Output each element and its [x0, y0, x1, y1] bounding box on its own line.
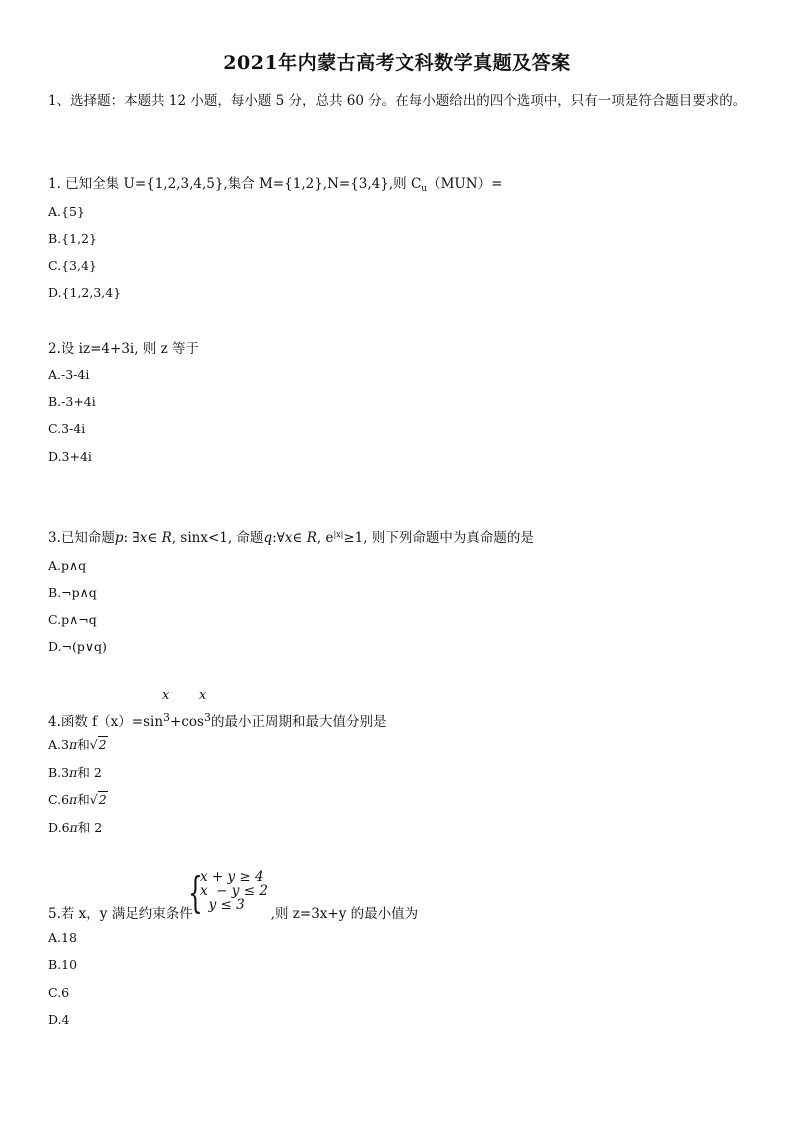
question-5-stem	[48, 902, 418, 922]
question-1-stem-text: 1. 已知全集 U={1,2,3,4,5},集合 M={1,2},N={3,4},则 C	[48, 176, 422, 192]
proposition-p: p	[114, 530, 124, 546]
question-3-option-b: B.¬p∧q	[48, 585, 97, 600]
option-value: 6	[61, 820, 70, 835]
question-3-option-d: D.¬(p∨q)	[48, 639, 107, 654]
pi-symbol: π	[68, 737, 78, 752]
sqrt-symbol: √	[89, 792, 98, 807]
option-value: 6	[61, 792, 70, 807]
question-3-option-a: A.p∧q	[48, 558, 87, 573]
question-1-option-c: C.{3,4}	[48, 258, 97, 273]
fraction-numerator: x	[162, 688, 170, 703]
constraint-3: y ≤ 3	[200, 897, 245, 913]
question-5-option-b: B.10	[48, 957, 78, 972]
question-2-option-a: A.-3-4i	[48, 367, 90, 382]
option-letter: B.	[48, 765, 62, 780]
option-letter: D.	[48, 820, 62, 835]
pi-symbol: π	[69, 792, 78, 807]
proposition-q: q	[263, 530, 273, 546]
constraint-1: x + y ≥ 4	[200, 869, 264, 885]
question-2-stem: 2.设 iz=4+3i, 则 z 等于	[48, 341, 199, 357]
question-4-stem-text: 4.函数 f（x）=sin	[48, 714, 164, 730]
pi-symbol: π	[69, 765, 78, 780]
plus-cos: +cos	[170, 714, 204, 730]
option-letter: A.	[48, 737, 62, 752]
sqrt-symbol: √	[89, 737, 98, 752]
question-3-stem-tail: ≥1, 则下列命题中为真命题的是	[343, 530, 534, 546]
option-tail: 和 2	[77, 820, 103, 835]
sqrt-radicand: 2	[98, 737, 107, 752]
option-letter: C.	[48, 792, 62, 807]
fraction-numerator: x	[199, 688, 207, 703]
question-4-stem-tail: 的最小正周期和最大值分别是	[210, 714, 387, 730]
question-5-option-c: C.6	[48, 985, 70, 1000]
option-connector: 和	[77, 792, 90, 807]
element-of: ∈	[147, 530, 162, 546]
question-5-option-a: A.18	[48, 930, 77, 945]
question-4-option-b	[48, 763, 102, 781]
document-title: 2021年内蒙古高考文科数学真题及答案	[223, 52, 571, 74]
question-5-stem-text: 5.若 x，y 满足约束条件	[48, 906, 193, 922]
fraction-denominator: 3	[203, 711, 211, 724]
fraction-denominator: 3	[163, 711, 171, 724]
pi-symbol: π	[69, 820, 78, 835]
question-1-option-d: D.{1,2,3,4}	[48, 285, 122, 300]
question-5-option-d: D.4	[48, 1012, 70, 1027]
option-value: 3	[61, 737, 69, 752]
question-3-option-c: C.p∧¬q	[48, 612, 97, 627]
element-of: ∈	[292, 530, 307, 546]
constraint-2: x − y ≤ 2	[200, 883, 268, 899]
question-2-option-c: C.3-4i	[48, 421, 86, 436]
question-4-option-d	[48, 818, 102, 836]
complement-subscript: u	[421, 184, 428, 194]
question-4-stem	[48, 710, 386, 730]
question-1-option-b: B.{1,2}	[48, 231, 97, 246]
option-tail: 和 2	[77, 765, 102, 780]
question-3-stem-text: 3.已知命题	[48, 530, 115, 546]
question-3-stem	[48, 526, 534, 546]
sqrt-radicand: 2	[98, 792, 107, 807]
forall-symbol: :∀	[272, 530, 285, 546]
question-5-stem-tail: ,则 z=3x+y 的最小值为	[270, 906, 419, 922]
option-connector: 和	[77, 737, 90, 752]
constraint-brace: {	[188, 868, 203, 917]
question-4-option-c	[48, 790, 108, 808]
variable-x: x	[139, 530, 148, 546]
question-3-stem-middle: , sinx<1, 命题	[171, 530, 264, 546]
question-1-stem	[48, 172, 502, 192]
exponent: |x|	[333, 530, 344, 539]
question-2-option-d: D.3+4i	[48, 449, 92, 464]
variable-x: x	[284, 530, 293, 546]
exists-symbol: : ∃	[123, 530, 140, 546]
set-r: R	[161, 530, 172, 546]
option-value: 3	[61, 765, 70, 780]
question-1-option-a: A.{5}	[48, 204, 85, 219]
question-2-option-b: B.-3+4i	[48, 394, 96, 409]
section-intro: 1、选择题：本题共 12 小题，每小题 5 分，总共 60 分。在每小题给出的四个选项中，只有一项是符合题目要求的。	[48, 93, 747, 109]
question-4-option-a	[48, 735, 108, 753]
set-r: R	[306, 530, 317, 546]
question-1-stem-tail: （MUN）=	[427, 176, 503, 192]
exponential-base: , e	[316, 530, 334, 546]
